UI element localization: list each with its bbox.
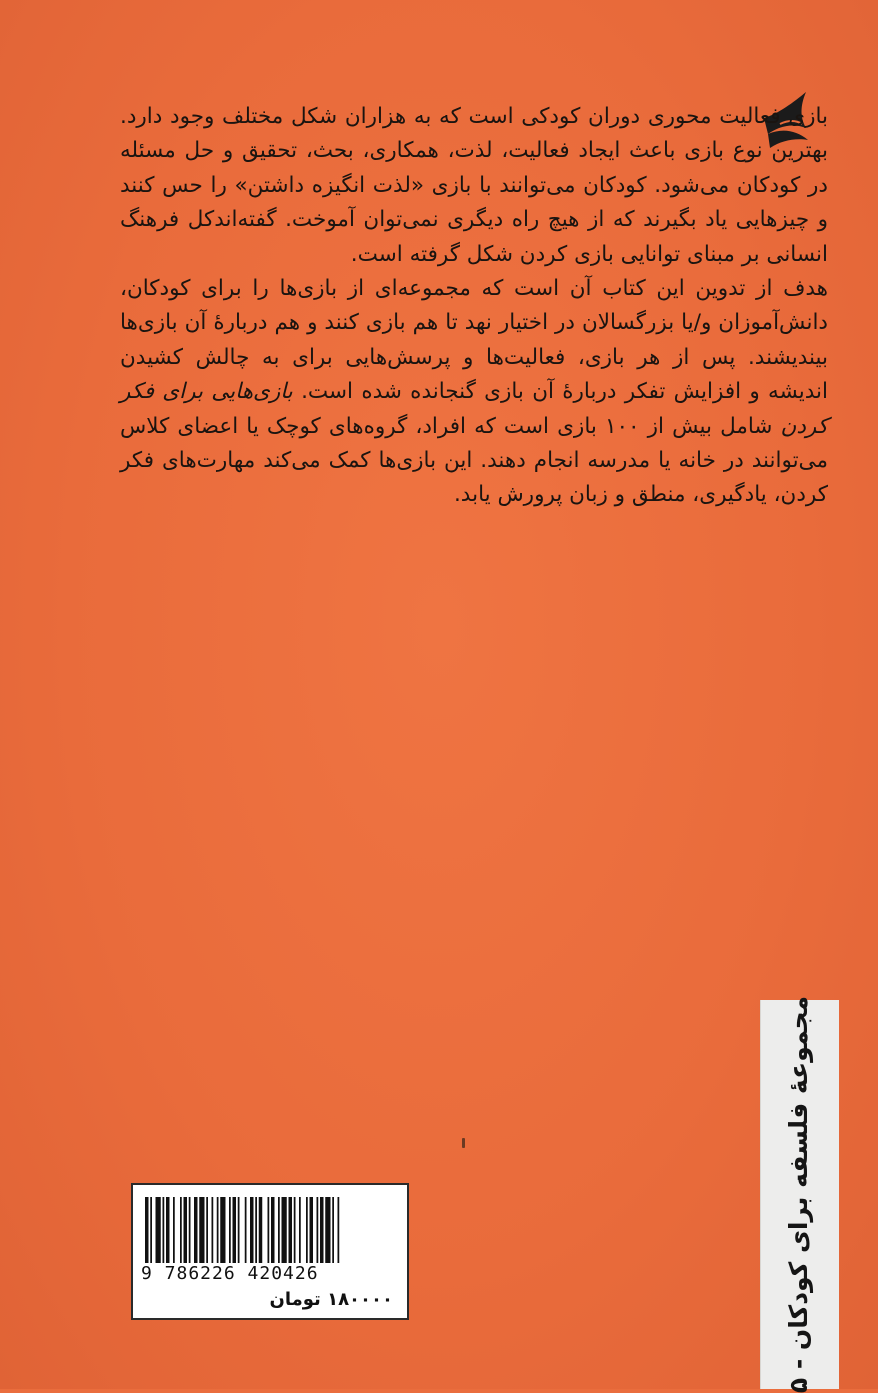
back-cover-blurb	[120, 100, 828, 513]
isbn-number: 9 786226 420426	[141, 1263, 319, 1284]
blurb-paragraph-2	[120, 272, 828, 513]
blurb-paragraph-2-part-b: شامل بیش از ۱۰۰ بازی است که افراد، گروه‌های کوچک یا اعضای کلاس می‌توانند در خانه یا مدرسه انجام دهند. این بازی‌ها کمک می‌کند مهارت‌های فکر کردن، یادگیری، منطق و زبان پرورش یابد.	[120, 413, 828, 508]
blurb-paragraph-2-part-a: هدف از تدوین این کتاب آن است که مجموعه‌ای از بازی‌ها را برای کودکان، دانش‌آموزان و/یا بزرگسالان در اختیار نهد تا هم بازی کنند و هم دربارهٔ آن بازی‌ها بیندیشند. پس از هر بازی، فعالیت‌ها و پرسش‌هایی برای به چالش کشیدن اندیشه و افزایش تفکر دربارهٔ آن بازی گنجانده شده است.	[120, 276, 828, 405]
isbn-barcode	[131, 1183, 409, 1320]
book-title-inline: بازی‌هایی برای فکر کردن	[120, 379, 828, 439]
series-label-container	[760, 995, 838, 1393]
barcode-bars-icon	[145, 1197, 397, 1263]
series-label: مجموعهٔ فلسفه برای کودکان - ۵	[784, 995, 814, 1393]
price-label: ۱۸۰۰۰۰ تومان	[269, 1289, 393, 1310]
blurb-paragraph-1: بازی فعالیت محوری دوران کودکی است که به هزاران شکل مختلف وجود دارد. بهترین نوع بازی باعث ایجاد فعالیت، لذت، همکاری، بحث، تحقیق و حل مسئله در کودکان می‌شود. کودکان می‌توانند با بازی «لذت انگیزه داشتن» را حس کنند و چیزهایی یاد بگیرند که از هیچ راه دیگری نمی‌توان آموخت. گفته‌اندکل فرهنگ انسانی بر مبنای توانایی بازی کردن شکل گرفته است.	[120, 104, 828, 267]
cover-speck	[462, 1138, 465, 1148]
